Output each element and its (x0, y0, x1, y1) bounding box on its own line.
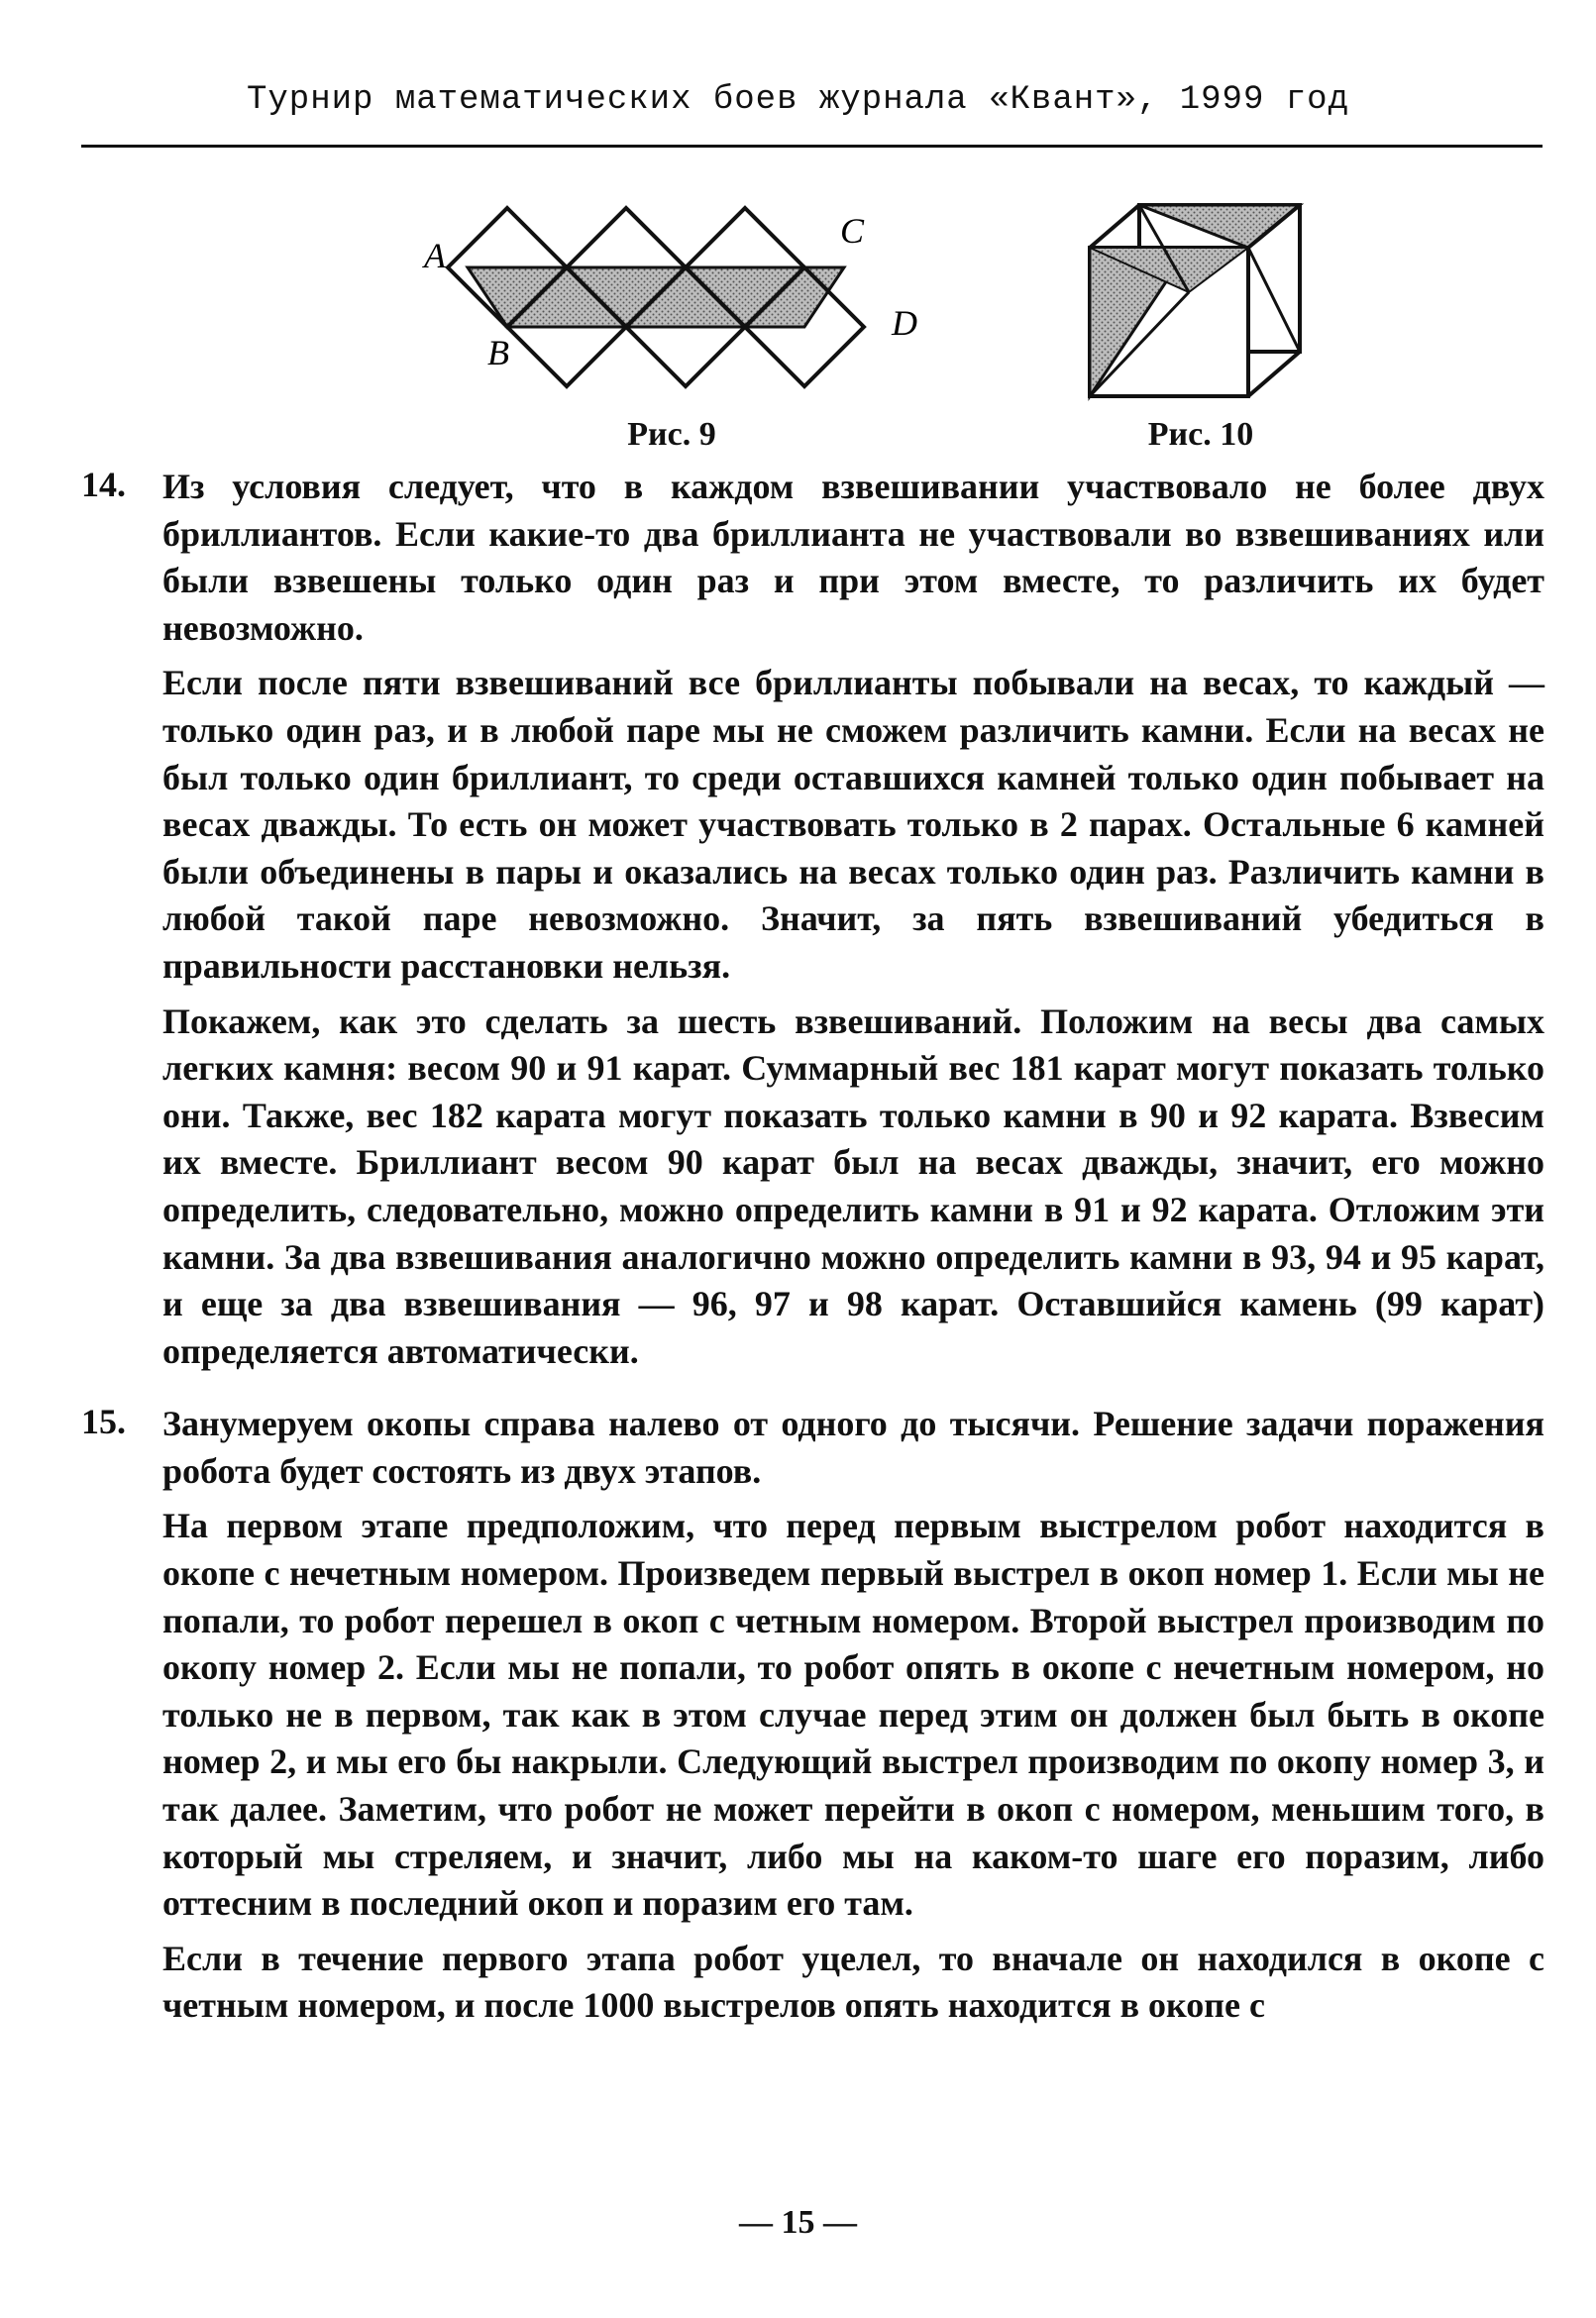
paragraph: Занумеруем окопы справа налево от одного до тысячи. Решение задачи поражения робота будет состоять из двух этапов. (162, 1404, 1544, 1491)
paragraph: На первом этапе предположим, что перед первым выстрелом робот находится в окопе с нечетным номером. Произведем первый выстрел в окоп номер 1. Если мы не попали, то робот перешел в окоп с четным номером. Второй выстрел производим по окопу номер 2. Если мы не попали, то робот опять в окопе с нечетным номером, но только не в первом, так как в этом случае перед этим он должен был быть в окопе номер 2, и мы его бы накрыли. Следующий выстрел производим по окопу номер 3, и так далее. Заметим, что робот не может перейти в окоп с номером, меньшим того, в который мы стреляем, и значит, либо мы на каком-то шаге его поразим, либо оттесним в последний окоп и поразим его там. (162, 1506, 1544, 1924)
paragraph: Если после пяти взвешиваний все бриллианты побывали на весах, то каждый — только один раз, и в любой паре мы не сможем различить камни. Если на весах не был только один бриллиант, то среди оставшихся камней только один побывает на весах дважды. То есть он может участвовать только в 2 парах. Остальные 6 камней были объединены в пары и оказались на весах только один раз. Различить камни в любой такой паре невозможно. Значит, за пять взвешиваний убедиться в правильности расстановки нельзя. (162, 663, 1544, 986)
problem-number: 14. (81, 465, 126, 504)
problem-body (162, 1401, 1544, 2030)
fig9-label-a: A (424, 236, 446, 275)
header-rule (81, 145, 1543, 148)
problems-list (0, 464, 1596, 2038)
problem-number: 15. (81, 1402, 126, 1442)
page-header: Турнир математических боев журнала «Квант», 1999 год (247, 81, 1349, 119)
fig9-label-b: B (487, 333, 509, 372)
problem-15 (81, 1401, 1543, 2030)
paragraph: Из условия следует, что в каждом взвешивании участвовало не более двух бриллиантов. Если какие-то два бриллианта не участвовали во взвешиваниях или были взвешены только один раз и при этом вместе, то различить их будет невозможно. (162, 467, 1544, 648)
figures-row (0, 178, 1596, 475)
paragraph: Покажем, как это сделать за шесть взвешиваний. Положим на весы два самых легких камня: весом 90 и 91 карат. Суммарный вес 181 карат могут показать только они. Также, вес 182 карата могут показать только камни в 90 и 92 карата. Взвесим их вместе. Бриллиант весом 90 карат был на весах дважды, значит, его можно определить, следовательно, можно определить камни в 91 и 92 карата. Отложим эти камни. За два взвешивания аналогично можно определить камни в 93, 94 и 95 карат, и еще за два взвешивания — 96, 97 и 98 карат. Оставшийся камень (99 карат) определяется автоматически. (162, 1001, 1544, 1371)
fig9-label-c: C (840, 211, 865, 251)
fig9-label-d: D (892, 303, 917, 343)
problem-14 (81, 464, 1543, 1375)
figure-10-drawing (1080, 193, 1318, 411)
figure-9-caption: Рис. 9 (627, 416, 716, 453)
paragraph: Если в течение первого этапа робот уцелел, то вначале он находился в окопе с четным номером, и после 1000 выстрелов опять находится в окопе с (162, 1938, 1544, 2026)
page-number: — 15 — (739, 2204, 857, 2241)
figure-10-caption: Рис. 10 (1147, 416, 1254, 453)
problem-body (162, 464, 1544, 1375)
figure-9-drawing (396, 188, 951, 436)
